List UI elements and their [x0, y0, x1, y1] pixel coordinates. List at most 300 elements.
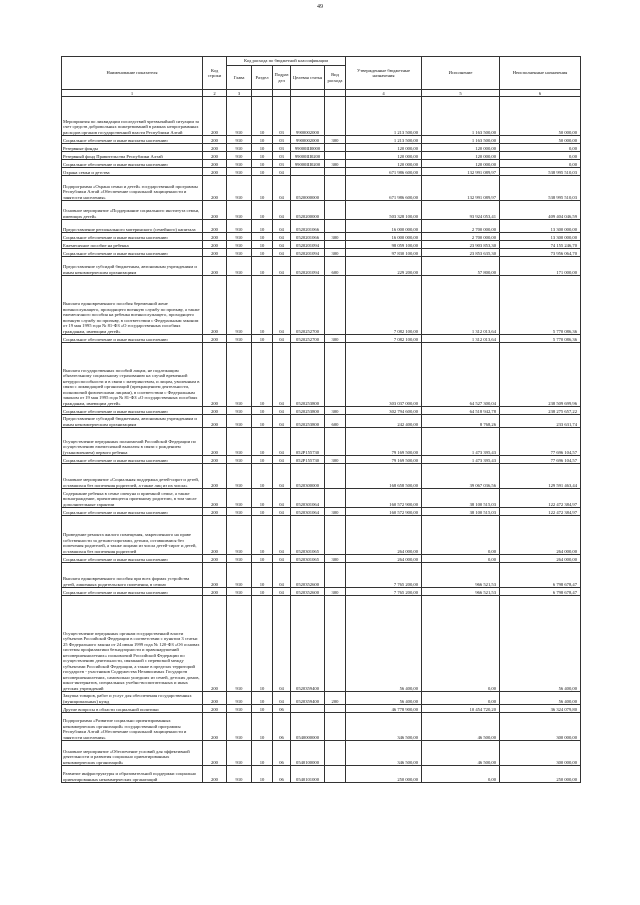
row-name: Социальное обеспечение и иные выплаты населению — [62, 335, 203, 343]
table-row — [62, 168, 581, 176]
row-line-code: 200 — [203, 201, 227, 220]
row-podrazdel: 04 — [273, 415, 291, 428]
row-glava: 910 — [227, 489, 252, 508]
row-approved: 229 200,00 — [346, 257, 422, 276]
row-target: 0520201094 — [291, 241, 325, 249]
row-approved: 671 986 600,00 — [346, 176, 422, 201]
table-row — [62, 97, 581, 136]
column-index-cell: 5 — [422, 90, 500, 97]
row-glava: 910 — [227, 276, 252, 335]
row-approved: 97 830 100,00 — [346, 249, 422, 257]
row-name: Социальное обеспечение и иные выплаты населению — [62, 407, 203, 415]
row-approved: 1 213 500,00 — [346, 97, 422, 136]
row-unexecuted: 538 995 510,03 — [500, 168, 581, 176]
row-name: Основное мероприятие «Поддержание социального института семьи, имеющих детей» — [62, 201, 203, 220]
row-vid — [325, 144, 346, 152]
row-executed: 57 800,00 — [422, 257, 500, 276]
row-glava: 910 — [227, 335, 252, 343]
row-vid: 600 — [325, 415, 346, 428]
table-row — [62, 741, 581, 766]
row-target: 9900002000 — [291, 136, 325, 144]
row-target: 99000Ш0000 — [291, 144, 325, 152]
row-vid — [325, 563, 346, 588]
row-podrazdel: 04 — [273, 201, 291, 220]
row-target: 0540000000 — [291, 713, 325, 741]
row-unexecuted: 74 155 246,70 — [500, 241, 581, 249]
row-glava: 910 — [227, 233, 252, 241]
row-target: 0520252700 — [291, 335, 325, 343]
row-glava: 910 — [227, 249, 252, 257]
row-approved: 7 082 100,00 — [346, 335, 422, 343]
row-unexecuted: 73 956 064,70 — [500, 249, 581, 257]
table-row — [62, 257, 581, 276]
row-podrazdel: 04 — [273, 407, 291, 415]
row-vid: 300 — [325, 249, 346, 257]
row-glava: 910 — [227, 428, 252, 456]
table-row — [62, 415, 581, 428]
row-name: Социальное обеспечение и иные выплаты населению — [62, 136, 203, 144]
row-approved: 98 059 100,00 — [346, 241, 422, 249]
row-unexecuted: 129 591 463,44 — [500, 464, 581, 489]
row-name: Выплата единовременного пособия беременной жене военнослужащего, проходящего военную службу по призыву, а также ежемесячного пособия на ребенка военнослужащего, проходящего военную службу по призыву, в соответствии с Федеральным законом от 19 мая 1995 года № 81-ФЗ «О государственных пособиях гражданам, имеющим детей» — [62, 276, 203, 335]
row-line-code: 200 — [203, 152, 227, 160]
row-unexecuted: 171 000,00 — [500, 257, 581, 276]
row-line-code: 200 — [203, 766, 227, 783]
table-row — [62, 516, 581, 555]
column-index-cell: 3 — [227, 90, 252, 97]
header-vid: Вид расхода — [325, 66, 346, 90]
row-target: 0520200000 — [291, 201, 325, 220]
row-name: Социальное обеспечение и иные выплаты населению — [62, 456, 203, 464]
row-target: 0520252700 — [291, 276, 325, 335]
page-number: 49 — [317, 4, 323, 10]
table-row — [62, 766, 581, 783]
row-approved: 242 400,00 — [346, 415, 422, 428]
row-name: Выплата единовременного пособия при всех формах устройства детей, лишенных родительского попечения, в семью — [62, 563, 203, 588]
row-vid: 600 — [325, 257, 346, 276]
row-unexecuted: 6 798 678,47 — [500, 588, 581, 596]
row-podrazdel: 04 — [273, 233, 291, 241]
row-line-code: 200 — [203, 428, 227, 456]
column-index-cell — [273, 90, 291, 97]
column-index-cell — [325, 90, 346, 97]
row-approved: 160 572 900,00 — [346, 489, 422, 508]
table-row — [62, 555, 581, 563]
row-unexecuted: 264 000,00 — [500, 516, 581, 555]
row-executed: 2 700 000,00 — [422, 233, 500, 241]
row-vid: 300 — [325, 555, 346, 563]
row-line-code: 200 — [203, 136, 227, 144]
row-approved: 56 400,00 — [346, 692, 422, 705]
row-podrazdel: 04 — [273, 456, 291, 464]
row-target — [291, 168, 325, 176]
row-vid — [325, 176, 346, 201]
row-line-code: 200 — [203, 563, 227, 588]
row-razdel: 10 — [252, 692, 273, 705]
row-vid: 300 — [325, 508, 346, 516]
row-unexecuted: 5 770 086,36 — [500, 335, 581, 343]
row-approved: 160 572 900,00 — [346, 508, 422, 516]
row-podrazdel: 04 — [273, 343, 291, 407]
row-unexecuted: 50 000,00 — [500, 97, 581, 136]
row-razdel: 10 — [252, 489, 273, 508]
row-unexecuted: 56 400,00 — [500, 596, 581, 692]
row-approved: 7 765 200,00 — [346, 563, 422, 588]
row-line-code: 200 — [203, 160, 227, 168]
row-unexecuted: 300 000,00 — [500, 741, 581, 766]
row-target: 0520359400 — [291, 692, 325, 705]
column-index-cell: 4 — [346, 90, 422, 97]
row-line-code: 200 — [203, 249, 227, 257]
table-row — [62, 428, 581, 456]
row-target: 99000Ш0200 — [291, 152, 325, 160]
row-podrazdel: 06 — [273, 741, 291, 766]
row-target: 0520000000 — [291, 176, 325, 201]
row-glava: 910 — [227, 692, 252, 705]
row-executed: 120 000,00 — [422, 152, 500, 160]
header-target: Целевая статья — [291, 66, 325, 90]
row-target: 99000Ш0200 — [291, 160, 325, 168]
column-index-cell: 6 — [500, 90, 581, 97]
row-glava: 910 — [227, 160, 252, 168]
row-unexecuted: 0,00 — [500, 160, 581, 168]
row-name: Другие вопросы в области социальной политики — [62, 705, 203, 713]
row-razdel: 10 — [252, 343, 273, 407]
row-vid — [325, 276, 346, 335]
row-target: 052Р155730 — [291, 428, 325, 456]
row-line-code: 200 — [203, 335, 227, 343]
row-executed: 38 100 515,03 — [422, 489, 500, 508]
row-approved: 46 778 900,00 — [346, 705, 422, 713]
row-unexecuted: 13 300 000,00 — [500, 220, 581, 233]
row-name: Подпрограмма «Развитие социально ориентированных некоммерческих организаций» государственной программы Республики Алтай «Обеспечение социальной защищенности и занятости населения» — [62, 713, 203, 741]
row-approved: 1 213 500,00 — [346, 136, 422, 144]
row-name: Проведение ремонта жилого помещения, закрепленного на праве собственности за детьми-сиротами, детьми, оставшимися без попечения родителей, а также лицами из числа детей-сирот и детей, оставшихся без попечения родителей — [62, 516, 203, 555]
row-line-code: 200 — [203, 692, 227, 705]
row-target: 0520201066 — [291, 220, 325, 233]
row-razdel: 10 — [252, 136, 273, 144]
row-executed: 132 991 089,97 — [422, 168, 500, 176]
row-name: Основное мероприятие «Социальная поддержка детей-сирот и детей, оставшихся без попечения родителей, а также лиц из их числа» — [62, 464, 203, 489]
row-approved: 79 169 500,00 — [346, 428, 422, 456]
row-name: Мероприятия по ликвидации последствий чрезвычайной ситуации за счет средств добровольных пожертвований в рамках непрограммных расходов органов государственной власти Республики Алтай — [62, 97, 203, 136]
row-approved: 250 000,00 — [346, 766, 422, 783]
row-line-code: 200 — [203, 144, 227, 152]
row-executed: 120 000,00 — [422, 160, 500, 168]
row-approved: 302 794 600,00 — [346, 407, 422, 415]
row-podrazdel: 04 — [273, 596, 291, 692]
row-approved: 671 986 600,00 — [346, 168, 422, 176]
row-executed: 46 500,00 — [422, 741, 500, 766]
row-unexecuted: 122 472 384,97 — [500, 489, 581, 508]
header-approved: Утвержденные бюджетные назначения — [346, 57, 422, 90]
row-unexecuted: 36 324 079,80 — [500, 705, 581, 713]
row-target: 0520352600 — [291, 563, 325, 588]
row-approved: 120 000,00 — [346, 152, 422, 160]
row-razdel: 10 — [252, 555, 273, 563]
row-target: 0520253800 — [291, 343, 325, 407]
row-target: 0520253800 — [291, 407, 325, 415]
row-executed: 39 067 036,56 — [422, 464, 500, 489]
row-executed: 966 521,53 — [422, 563, 500, 588]
row-name: Предоставление регионального материнского (семейного) капитала — [62, 220, 203, 233]
header-name: Наименование показателя — [62, 57, 203, 90]
row-line-code: 200 — [203, 555, 227, 563]
row-unexecuted: 0,00 — [500, 144, 581, 152]
column-index-cell — [252, 90, 273, 97]
row-glava: 910 — [227, 705, 252, 713]
table-row — [62, 705, 581, 713]
row-approved: 503 328 100,00 — [346, 201, 422, 220]
row-target: 0520201094 — [291, 249, 325, 257]
header-budget-code: Код расхода по бюджетной классификации — [227, 57, 346, 66]
row-approved: 16 000 000,00 — [346, 220, 422, 233]
row-podrazdel: 04 — [273, 168, 291, 176]
row-executed: 1 473 395,43 — [422, 456, 500, 464]
row-target: 0520300000 — [291, 464, 325, 489]
row-glava: 910 — [227, 241, 252, 249]
row-unexecuted: 122 472 384,97 — [500, 508, 581, 516]
row-podrazdel: 04 — [273, 276, 291, 335]
row-line-code: 200 — [203, 713, 227, 741]
table-row — [62, 241, 581, 249]
row-approved: 120 000,00 — [346, 144, 422, 152]
row-name: Развитие инфраструктуры и образовательной поддержки социально ориентированных некоммерческих организаций — [62, 766, 203, 783]
row-vid — [325, 220, 346, 233]
row-podrazdel: 04 — [273, 335, 291, 343]
row-executed: 0,00 — [422, 516, 500, 555]
row-line-code: 200 — [203, 97, 227, 136]
column-index-cell: 2 — [203, 90, 227, 97]
row-executed: 0,00 — [422, 596, 500, 692]
table-row — [62, 508, 581, 516]
row-name: Предоставление субсидий бюджетным, автономным учреждениям и иным некоммерческим организациям — [62, 257, 203, 276]
row-approved: 303 037 000,00 — [346, 343, 422, 407]
row-unexecuted: 77 696 104,57 — [500, 456, 581, 464]
row-razdel: 10 — [252, 276, 273, 335]
row-unexecuted: 56 400,00 — [500, 692, 581, 705]
row-unexecuted: 300 000,00 — [500, 713, 581, 741]
row-line-code: 200 — [203, 220, 227, 233]
row-razdel: 10 — [252, 249, 273, 257]
row-line-code: 200 — [203, 516, 227, 555]
header-glava: Глава — [227, 66, 252, 90]
row-name: Закупка товаров, работ и услуг для обеспечения государственных (муниципальных) нужд — [62, 692, 203, 705]
row-glava: 910 — [227, 516, 252, 555]
row-approved: 79 169 500,00 — [346, 456, 422, 464]
row-line-code: 200 — [203, 741, 227, 766]
row-podrazdel: 04 — [273, 489, 291, 508]
table-row — [62, 343, 581, 407]
row-glava: 910 — [227, 407, 252, 415]
row-vid: 300 — [325, 233, 346, 241]
row-line-code: 200 — [203, 343, 227, 407]
row-glava: 910 — [227, 144, 252, 152]
row-vid — [325, 741, 346, 766]
row-line-code: 200 — [203, 168, 227, 176]
row-line-code: 200 — [203, 596, 227, 692]
row-glava: 910 — [227, 766, 252, 783]
row-approved: 7 082 100,00 — [346, 276, 422, 335]
row-unexecuted: 5 770 086,36 — [500, 276, 581, 335]
row-razdel: 10 — [252, 241, 273, 249]
row-vid — [325, 516, 346, 555]
row-unexecuted: 409 404 046,59 — [500, 201, 581, 220]
row-approved: 7 765 200,00 — [346, 588, 422, 596]
row-name: Социальное обеспечение и иные выплаты населению — [62, 160, 203, 168]
row-glava: 910 — [227, 220, 252, 233]
table-row — [62, 276, 581, 335]
row-target: 0540100000 — [291, 741, 325, 766]
row-glava: 910 — [227, 97, 252, 136]
row-line-code: 200 — [203, 456, 227, 464]
row-target: 0520301064 — [291, 489, 325, 508]
row-executed: 64 527 300,04 — [422, 343, 500, 407]
row-unexecuted: 50 000,00 — [500, 136, 581, 144]
row-razdel: 10 — [252, 705, 273, 713]
row-podrazdel: 04 — [273, 508, 291, 516]
row-line-code: 200 — [203, 415, 227, 428]
row-unexecuted: 77 696 104,57 — [500, 428, 581, 456]
row-name: Социальное обеспечение и иные выплаты населению — [62, 508, 203, 516]
row-executed: 0,00 — [422, 692, 500, 705]
column-index-row — [62, 90, 581, 97]
column-index-cell — [291, 90, 325, 97]
row-razdel: 10 — [252, 456, 273, 464]
row-name: Подпрограмма «Охрана семьи и детей» государственной программы Республики Алтай «Обеспечение социальной защищенности и занятости населения» — [62, 176, 203, 201]
row-executed: 120 000,00 — [422, 144, 500, 152]
row-podrazdel: 03 — [273, 160, 291, 168]
row-executed: 966 521,53 — [422, 588, 500, 596]
row-vid — [325, 464, 346, 489]
row-podrazdel: 04 — [273, 692, 291, 705]
row-vid — [325, 489, 346, 508]
row-glava: 910 — [227, 152, 252, 160]
row-unexecuted: 538 995 510,03 — [500, 176, 581, 201]
row-glava: 910 — [227, 713, 252, 741]
row-approved: 346 500,00 — [346, 741, 422, 766]
row-glava: 910 — [227, 201, 252, 220]
row-target: 0520253800 — [291, 415, 325, 428]
row-executed: 1 312 013,64 — [422, 335, 500, 343]
row-line-code: 200 — [203, 176, 227, 201]
table-row — [62, 596, 581, 692]
row-razdel: 10 — [252, 713, 273, 741]
table-row — [62, 152, 581, 160]
row-name: Социальное обеспечение и иные выплаты населению — [62, 588, 203, 596]
row-executed: 0,00 — [422, 766, 500, 783]
row-razdel: 10 — [252, 160, 273, 168]
row-razdel: 10 — [252, 563, 273, 588]
table-row — [62, 233, 581, 241]
row-podrazdel: 04 — [273, 555, 291, 563]
row-line-code: 200 — [203, 233, 227, 241]
row-executed: 46 500,00 — [422, 713, 500, 741]
row-target: 9900002000 — [291, 97, 325, 136]
table-body — [62, 90, 581, 783]
row-executed: 1 473 395,43 — [422, 428, 500, 456]
row-vid — [325, 241, 346, 249]
row-vid — [325, 428, 346, 456]
row-vid — [325, 152, 346, 160]
row-name: Выплата государственных пособий лицам, не подлежащим обязательному социальному страхованию на случай временной нетрудоспособности и в связи с материнством, и лицам, уволенным в связи с ликвидацией организаций (прекращением деятельности, полномочий физическими лицами), в соответствии с Федеральным законом от 19 мая 1995 года № 81-ФЗ «О государственных пособиях гражданам, имеющим детей» — [62, 343, 203, 407]
row-vid — [325, 343, 346, 407]
row-podrazdel: 03 — [273, 97, 291, 136]
row-vid — [325, 766, 346, 783]
row-vid — [325, 713, 346, 741]
row-podrazdel: 06 — [273, 766, 291, 783]
row-glava: 910 — [227, 168, 252, 176]
row-glava: 910 — [227, 508, 252, 516]
row-razdel: 10 — [252, 516, 273, 555]
row-vid — [325, 201, 346, 220]
row-name: Резервные фонды — [62, 144, 203, 152]
row-vid — [325, 596, 346, 692]
row-name: Социальное обеспечение и иные выплаты населению — [62, 249, 203, 257]
row-podrazdel: 03 — [273, 144, 291, 152]
header-executed: Исполнение — [422, 57, 500, 90]
table-row — [62, 713, 581, 741]
row-vid: 300 — [325, 588, 346, 596]
row-executed: 23 903 853,30 — [422, 241, 500, 249]
table-row — [62, 201, 581, 220]
row-podrazdel: 04 — [273, 563, 291, 588]
row-podrazdel: 04 — [273, 249, 291, 257]
row-target: 0520301065 — [291, 516, 325, 555]
row-line-code: 200 — [203, 489, 227, 508]
table-row — [62, 464, 581, 489]
row-approved: 16 000 000,00 — [346, 233, 422, 241]
row-glava: 910 — [227, 136, 252, 144]
row-line-code: 200 — [203, 705, 227, 713]
table-row — [62, 588, 581, 596]
row-target — [291, 705, 325, 713]
table-row — [62, 176, 581, 201]
row-podrazdel: 04 — [273, 241, 291, 249]
row-vid: 200 — [325, 692, 346, 705]
row-razdel: 10 — [252, 257, 273, 276]
row-unexecuted: 0,00 — [500, 152, 581, 160]
row-line-code: 200 — [203, 588, 227, 596]
row-approved: 120 000,00 — [346, 160, 422, 168]
row-razdel: 10 — [252, 152, 273, 160]
row-podrazdel: 04 — [273, 176, 291, 201]
row-name: Предоставление субсидий бюджетным, автономным учреждениям и иным некоммерческим организациям — [62, 415, 203, 428]
row-glava: 910 — [227, 588, 252, 596]
row-razdel: 10 — [252, 588, 273, 596]
row-unexecuted: 233 631,74 — [500, 415, 581, 428]
row-name: Социальное обеспечение и иные выплаты населению — [62, 555, 203, 563]
row-vid — [325, 705, 346, 713]
row-target: 0520301065 — [291, 555, 325, 563]
header-line-code: Код строки — [203, 57, 227, 90]
row-name: Ежемесячное пособие на ребенка — [62, 241, 203, 249]
row-name: Резервный фонд Правительства Республики Алтай — [62, 152, 203, 160]
row-glava: 910 — [227, 415, 252, 428]
row-executed: 38 100 515,03 — [422, 508, 500, 516]
row-razdel: 10 — [252, 415, 273, 428]
row-executed: 1 163 500,00 — [422, 136, 500, 144]
row-razdel: 10 — [252, 596, 273, 692]
row-executed: 2 700 000,00 — [422, 220, 500, 233]
row-executed: 132 991 089,97 — [422, 176, 500, 201]
row-glava: 910 — [227, 456, 252, 464]
row-line-code: 200 — [203, 508, 227, 516]
row-podrazdel: 06 — [273, 705, 291, 713]
row-unexecuted: 238 509 699,96 — [500, 343, 581, 407]
row-razdel: 10 — [252, 407, 273, 415]
row-podrazdel: 04 — [273, 257, 291, 276]
